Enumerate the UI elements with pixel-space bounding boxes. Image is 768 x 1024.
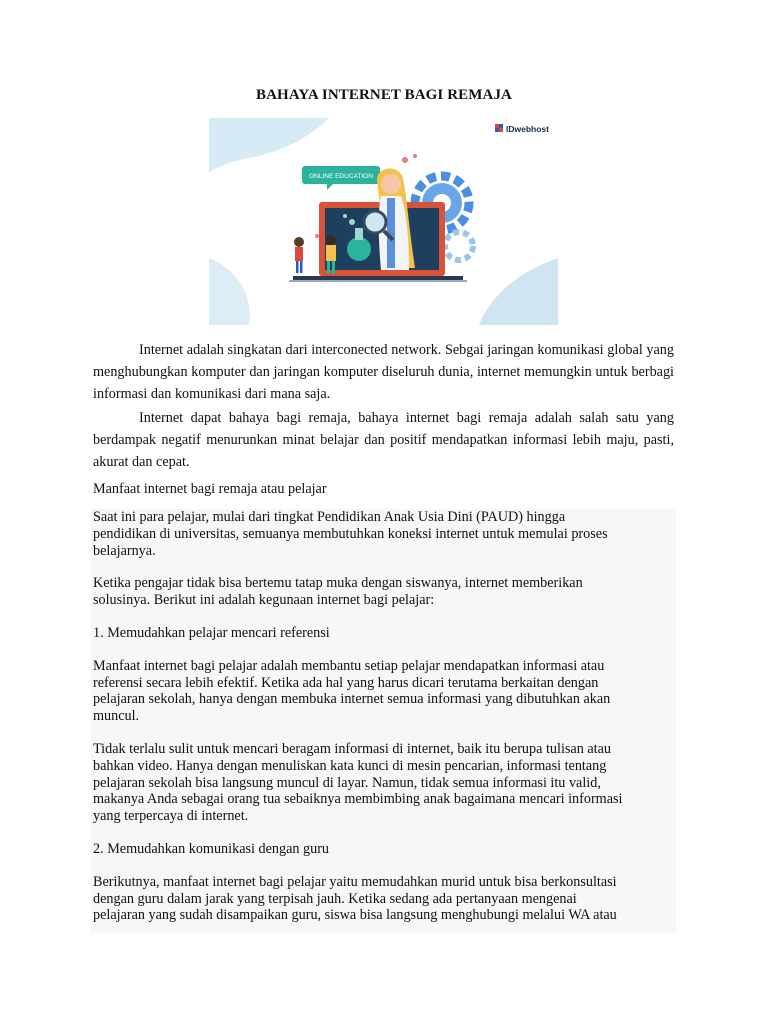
section-heading: Manfaat internet bagi remaja atau pelajar	[93, 481, 327, 497]
shaded-paragraph-4: Tidak terlalu sulit untuk mencari beragam informasi di internet, baik itu berupa tulisan atau bahkan video. Hanya dengan menuliskan kata kunci di mesin pencarian, informasi tentang pelajaran sekolah bisa langsung muncul di layar. Namun, tidak semua informasi itu valid, makanya Anda sebagai orang tua sebaiknya membimbing anak bagaimana mencari informasi yang terpercaya di internet.	[93, 740, 623, 825]
body-paragraph-2: Internet dapat bahaya bagi remaja, bahaya internet bagi remaja adalah salah satu yang berdampak negatif menurunkan minat belajar dan positif mendapatkan informasi lebih maju, pasti, akurat dan cepat.	[93, 410, 674, 470]
list-heading-1: 1. Memudahkan pelajar mencari referensi	[93, 624, 330, 641]
svg-text:IDwebhost: IDwebhost	[506, 124, 549, 134]
shaded-paragraph-5: Berikutnya, manfaat internet bagi pelajar yaitu memudahkan murid untuk bisa berkonsultasi dengan guru dalam jarak yang terpisah jauh. Ketika sedang ada pertanyaan mengenai pelajaran yang sudah disampaikan guru, siswa bisa langsung menghubungi melalui WA atau	[93, 873, 617, 924]
online-education-illustration	[209, 118, 558, 325]
svg-text:ONLINE EDUCATION: ONLINE EDUCATION	[309, 173, 373, 180]
shaded-text-block	[91, 509, 676, 933]
shaded-paragraph-2: Ketika pengajar tidak bisa bertemu tatap muka dengan siswanya, internet memberikan solusinya. Berikut ini adalah kegunaan internet bagi pelajar:	[93, 575, 583, 609]
list-heading-2: 2. Memudahkan komunikasi dengan guru	[93, 840, 330, 857]
document-title: BAHAYA INTERNET BAGI REMAJA	[256, 87, 512, 103]
shaded-paragraph-3: Manfaat internet bagi pelajar adalah membantu setiap pelajar mendapatkan informasi atau referensi secara lebih efektif. Ketika ada hal yang harus dicari terutama berkaitan dengan pelajaran sekolah, hanya dengan membuka internet semua informasi yang dibutuhkan akan muncul.	[93, 657, 611, 725]
decorative-dot	[402, 157, 408, 163]
shaded-paragraph-1: Saat ini para pelajar, mulai dari tingkat Pendidikan Anak Usia Dini (PAUD) hingga pendidikan di universitas, semuanya membutuhkan koneksi internet untuk memulai proses belajarnya.	[93, 509, 608, 559]
decorative-dot	[413, 154, 417, 158]
body-paragraph-1: Internet adalah singkatan dari interconected network. Sebgai jaringan komunikasi global yang menghubungkan komputer dan jaringan komputer diseluruh dunia, internet memungkin untuk berbagi informasi dan komunikasi dari mana saja.	[93, 342, 674, 402]
decorative-dot	[315, 234, 319, 238]
